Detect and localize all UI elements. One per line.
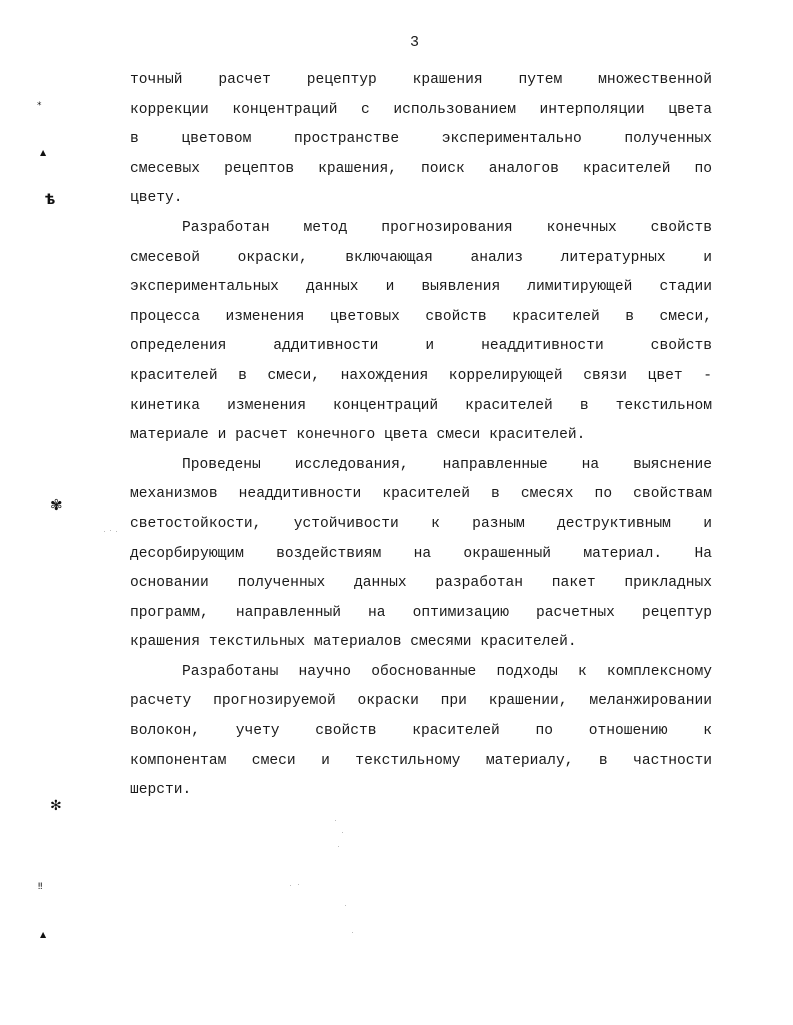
scan-blot-mark: ✾ [50,496,63,514]
paragraph-1-line-4: смесевых рецептов крашения, поиск аналогов красителей по [130,160,712,177]
paragraph-1-line-3: в цветовом пространстве экспериментально полученных [130,131,712,148]
paragraph-1-line-1: точный расчет рецептур крашения путем множественной [130,72,712,88]
scan-dust [338,846,339,847]
paragraph-3-line-2: механизмов неаддитивности красителей в смесях по свойствам [130,486,712,503]
page-number: 3 [409,34,419,51]
paragraph-2-line-3: экспериментальных данных и выявления лимитирующей стадии [130,279,712,296]
scan-dust [345,905,346,906]
paragraph-3-line-6: программ, направленный на оптимизацию расчетных рецептур [130,604,712,621]
scan-dust [335,820,336,821]
document-body [130,69,712,809]
scan-speck-mark: ▲ [40,930,47,939]
paragraph-2-line-5: определения аддитивности и неаддитивности свойств [130,338,712,355]
paragraph-2-line-2: смесевой окраски, включающая анализ литературных и [130,249,712,266]
scan-dust [298,884,299,885]
paragraph-4-line-2: расчету прогнозируемой окраски при крашении, меланжировании [130,693,712,710]
paragraph-3-line-7: крашения текстильных материалов смесями красителей. [130,634,577,651]
scan-speck-mark: ▲ [40,148,47,157]
scan-dust [110,530,111,531]
paragraph-1-line-5: цвету. [130,190,183,207]
paragraph-1-line-2: коррекции концентраций с использованием интерполяции цвета [130,101,712,118]
scan-blot-mark: ѣ [45,192,56,208]
scan-speck-mark: ⁎ [37,98,42,108]
scan-dust [352,932,353,933]
paragraph-2-line-6: красителей в смеси, нахождения коррелирующей связи цвет - [130,367,712,384]
paragraph-3-line-5: основании полученных данных разработан пакет прикладных [130,575,712,592]
paragraph-2-line-7: кинетика изменения концентраций красителей в текстильном [130,397,712,414]
scan-blot-mark: ✻ [50,798,62,814]
scan-speck-mark: ‼ [38,882,43,892]
paragraph-4-line-1: Разработаны научно обоснованные подходы к комплексному [182,663,712,680]
paragraph-2-line-4: процесса изменения цветовых свойств красителей в смеси, [130,308,712,325]
paragraph-4-line-3: волокон, учету свойств красителей по отношению к [130,723,712,740]
paragraph-3-line-1: Проведены исследования, направленные на выяснение [182,456,712,473]
paragraph-4-line-4: компонентам смеси и текстильному материалу, в частности [130,752,712,769]
scan-dust [104,531,105,532]
scan-dust [342,832,343,833]
paragraph-2-line-1: Разработан метод прогнозирования конечных свойств [182,219,712,236]
paragraph-3-line-4: десорбирующим воздействиям на окрашенный материал. На [130,545,712,562]
scan-dust [290,885,291,886]
paragraph-2-line-8: материале и расчет конечного цвета смеси красителей. [130,427,586,444]
paragraph-4-line-5: шерсти. [130,782,192,799]
paragraph-3-line-3: светостойкости, устойчивости к разным деструктивным и [130,515,712,532]
scan-dust [116,531,117,532]
